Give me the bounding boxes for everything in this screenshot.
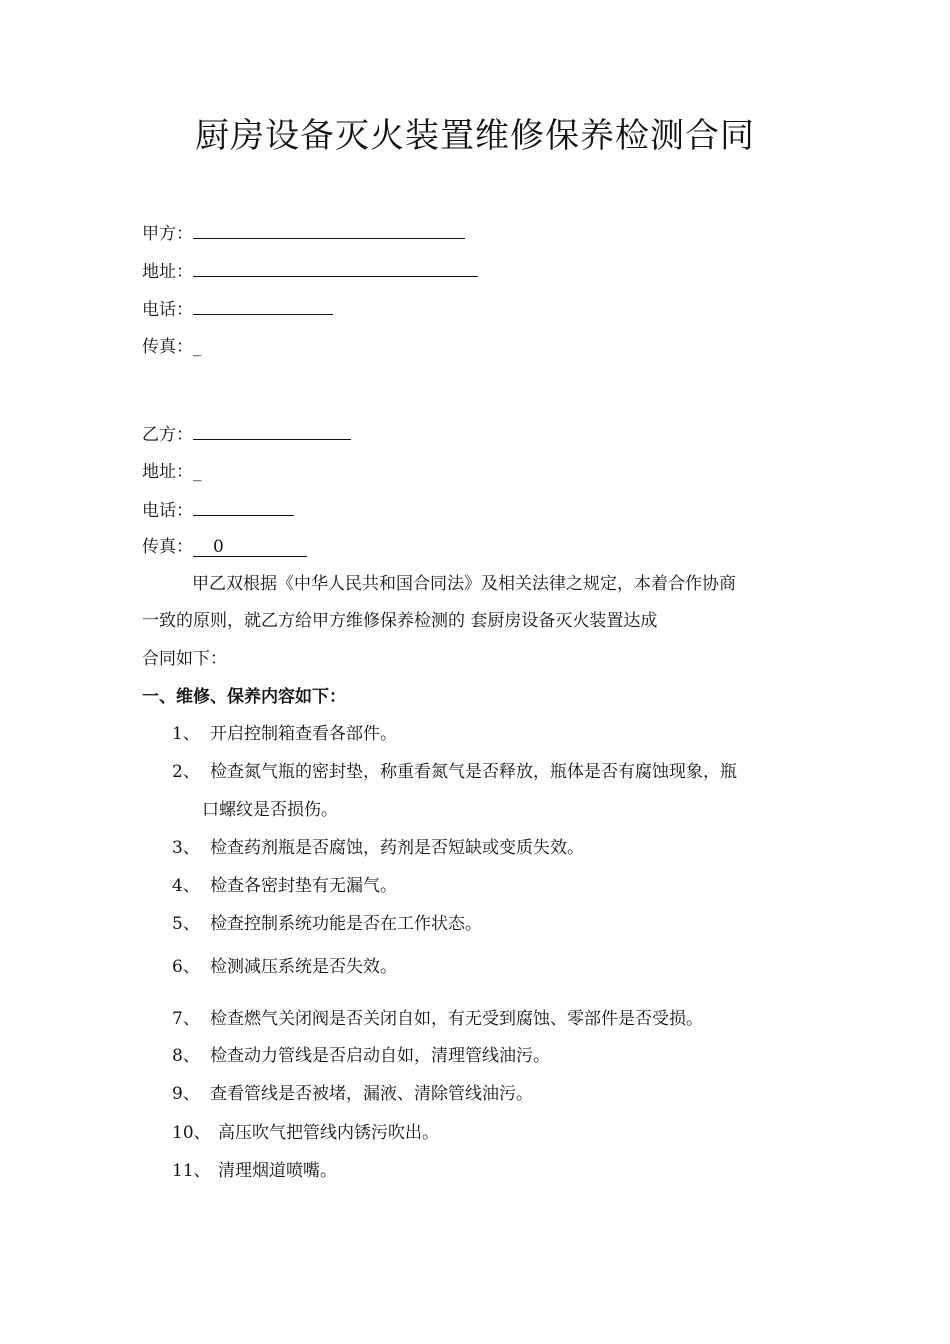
party-a-phone-label: 电话： [142, 300, 193, 320]
party-a-phone-blank [193, 298, 333, 315]
party-b-name-label: 乙方： [142, 425, 193, 445]
list-item [172, 956, 397, 978]
list-item [172, 837, 584, 859]
party-b-address-row [142, 461, 202, 483]
item-number: 6、 [172, 957, 200, 977]
item-text: 检查控制系统功能是否在工作状态。 [210, 914, 482, 934]
item-number: 3、 [172, 838, 200, 858]
item-number: 10、 [172, 1123, 211, 1143]
section-heading: 一、维修、保养内容如下： [142, 687, 346, 707]
party-b-phone-blank [193, 499, 294, 516]
list-item [172, 723, 397, 745]
page-title: 厨房设备灭火装置维修保养检测合同 [195, 116, 755, 156]
list-item [172, 1008, 703, 1030]
party-b-name-blank [193, 423, 351, 440]
item-number: 11、 [172, 1161, 211, 1181]
item-number: 4、 [172, 876, 200, 896]
item-continuation: 口螺纹是否损伤。 [202, 800, 338, 820]
party-b-name-row [142, 423, 351, 446]
item-number: 1、 [172, 724, 200, 744]
list-item [172, 1122, 439, 1144]
list-item [172, 875, 397, 897]
list-item [172, 1045, 550, 1067]
item-text: 检测减压系统是否失效。 [210, 957, 397, 977]
item-number: 8、 [172, 1046, 200, 1066]
party-a-name-blank [193, 222, 465, 239]
party-a-phone-row [142, 298, 333, 321]
list-item [172, 1160, 337, 1182]
party-a-fax-row [142, 336, 202, 358]
list-item [172, 761, 737, 783]
party-b-address-label: 地址：_ [142, 462, 202, 482]
item-number: 2、 [172, 762, 200, 782]
item-text: 检查药剂瓶是否腐蚀，药剂是否短缺或变质失效。 [210, 838, 584, 858]
party-a-name-label: 甲方： [142, 224, 193, 244]
intro-line-2: 一致的原则，就乙方给甲方维修保养检测的 套厨房设备灭火装置达成 [142, 611, 658, 631]
item-text: 检查动力管线是否启动自如，清理管线油污。 [210, 1046, 550, 1066]
item-text: 清理烟道喷嘴。 [218, 1161, 337, 1181]
party-a-address-row [142, 260, 478, 283]
item-text: 检查燃气关闭阀是否关闭自如，有无受到腐蚀、零部件是否受损。 [210, 1009, 703, 1029]
item-text: 高压吹气把管线内锈污吹出。 [218, 1123, 439, 1143]
item-number: 5、 [172, 914, 200, 934]
party-b-fax-label: 传真： [142, 537, 193, 557]
item-text: 查看管线是否被堵，漏液、清除管线油污。 [210, 1084, 533, 1104]
party-a-address-label: 地址： [142, 262, 193, 282]
list-item [172, 1083, 533, 1105]
party-a-fax-label: 传真：_ [142, 337, 202, 357]
party-a-address-blank [193, 260, 478, 277]
item-text: 检查氮气瓶的密封垫，称重看氮气是否释放，瓶体是否有腐蚀现象，瓶 [210, 762, 737, 782]
intro-line-1: 甲乙双根据《中华人民共和国合同法》及相关法律之规定，本着合作协商 [192, 574, 736, 594]
item-number: 9、 [172, 1084, 200, 1104]
item-text: 开启控制箱查看各部件。 [210, 724, 397, 744]
party-b-phone-label: 电话： [142, 501, 193, 521]
party-b-fax-row [142, 536, 307, 558]
party-b-fax-value: 0 [193, 538, 307, 557]
party-b-phone-row [142, 499, 294, 522]
party-a-name-row [142, 222, 465, 245]
intro-line-3: 合同如下： [142, 649, 227, 669]
item-number: 7、 [172, 1009, 200, 1029]
list-item [172, 913, 482, 935]
item-text: 检查各密封垫有无漏气。 [210, 876, 397, 896]
